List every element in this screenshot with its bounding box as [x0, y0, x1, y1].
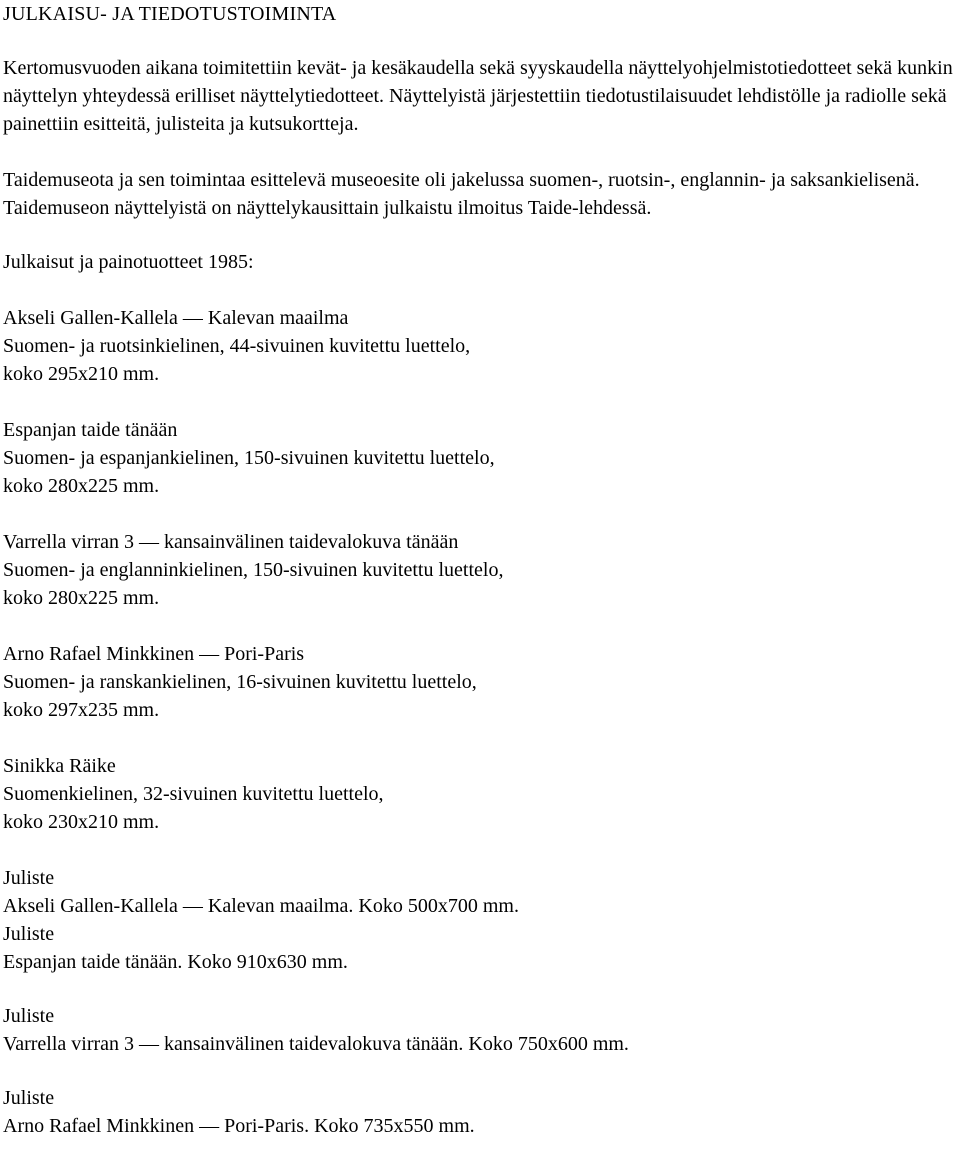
- poster-item: [3, 1084, 957, 1140]
- publication-size: koko 280x225 mm.: [3, 587, 160, 609]
- poster-label: Juliste: [3, 1087, 55, 1109]
- poster-label: Juliste: [3, 1005, 55, 1027]
- publication-description: Suomenkielinen, 32-sivuinen kuvitettu luettelo,: [3, 783, 384, 805]
- intro-paragraph-press: Kertomusvuoden aikana toimitettiin kevät- ja kesäkaudella sekä syyskaudella näyttelyohjelmistotiedotteet sekä kunkin näyttelyn yhteydessä erilliset näyttelytiedotteet. Näyttelyistä järjestettiin tiedotustilaisuudet lehdistölle ja radiolle sekä painettiin esitteitä, julisteita ja kutsukortteja.: [3, 57, 953, 135]
- poster-text: Espanjan taide tänään. Koko 910x630 mm.: [3, 951, 348, 973]
- publication-size: koko 295x210 mm.: [3, 363, 160, 385]
- publication-description: Suomen- ja espanjankielinen, 150-sivuinen kuvitettu luettelo,: [3, 447, 495, 469]
- publication-description: Suomen- ja ranskankielinen, 16-sivuinen kuvitettu luettelo,: [3, 671, 477, 693]
- publication-title: Sinikka Räike: [3, 755, 116, 777]
- posters-list: [3, 864, 957, 1140]
- publications-list: [3, 304, 957, 836]
- publication-item: [3, 528, 957, 612]
- publication-size: koko 230x210 mm.: [3, 811, 160, 833]
- publication-title: Espanjan taide tänään: [3, 419, 178, 441]
- publication-description: Suomen- ja englanninkielinen, 150-sivuinen kuvitettu luettelo,: [3, 559, 504, 581]
- publication-title: Akseli Gallen-Kallela — Kalevan maailma: [3, 307, 349, 329]
- document-page: [3, 0, 957, 1140]
- publication-description: Suomen- ja ruotsinkielinen, 44-sivuinen kuvitettu luettelo,: [3, 335, 471, 357]
- poster-item: [3, 920, 957, 976]
- poster-label: Juliste: [3, 867, 55, 889]
- publication-size: koko 297x235 mm.: [3, 699, 160, 721]
- publication-item: [3, 304, 957, 388]
- poster-text: Akseli Gallen-Kallela — Kalevan maailma. Koko 500x700 mm.: [3, 895, 519, 917]
- poster-text: Arno Rafael Minkkinen — Pori-Paris. Koko 735x550 mm.: [3, 1115, 475, 1137]
- poster-label: Juliste: [3, 923, 55, 945]
- publication-title: Varrella virran 3 — kansainvälinen taidevalokuva tänään: [3, 531, 459, 553]
- publication-item: [3, 416, 957, 500]
- page-title: JULKAISU- JA TIEDOTUSTOIMINTA: [3, 3, 337, 25]
- poster-text: Varrella virran 3 — kansainvälinen taidevalokuva tänään. Koko 750x600 mm.: [3, 1033, 629, 1055]
- intro-paragraph-brochure: Taidemuseota ja sen toimintaa esittelevä museoesite oli jakelussa suomen-, ruotsin-, englannin- ja saksankielisenä. Taidemuseon näyttelyistä on näyttelykausittain julkaistu ilmoitus Taide-lehdessä.: [3, 169, 920, 219]
- publications-intro: Julkaisut ja painotuotteet 1985:: [3, 251, 254, 273]
- poster-item: [3, 864, 957, 920]
- publication-item: [3, 752, 957, 836]
- publication-title: Arno Rafael Minkkinen — Pori-Paris: [3, 643, 305, 665]
- poster-item: [3, 1002, 957, 1058]
- publication-size: koko 280x225 mm.: [3, 475, 160, 497]
- publication-item: [3, 640, 957, 724]
